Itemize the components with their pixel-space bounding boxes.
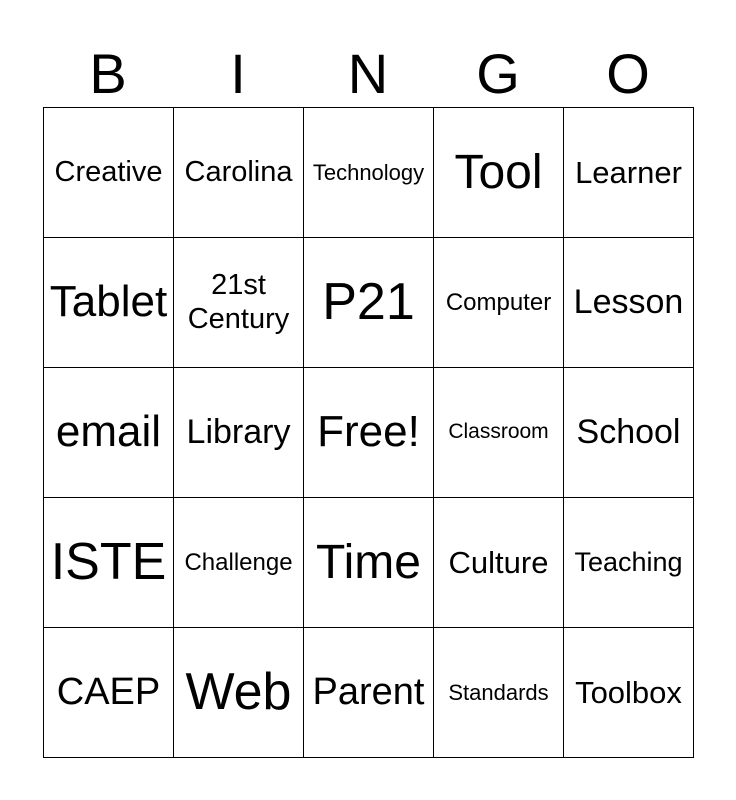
header-letter-n: N [347, 42, 389, 105]
bingo-cell: Tool [434, 108, 564, 238]
header-letter-i: I [230, 42, 246, 105]
bingo-cell: Culture [434, 498, 564, 628]
bingo-cell: Toolbox [564, 628, 694, 758]
bingo-cell: Teaching [564, 498, 694, 628]
bingo-cell: Parent [304, 628, 434, 758]
header-letter-b: B [89, 42, 127, 105]
header-letter-o: O [606, 42, 650, 105]
bingo-cell: Tablet [44, 238, 174, 368]
bingo-cell: Creative [44, 108, 174, 238]
bingo-cell: Free! [304, 368, 434, 498]
bingo-cell: email [44, 368, 174, 498]
bingo-cell: Lesson [564, 238, 694, 368]
bingo-cell: Library [174, 368, 304, 498]
bingo-cell: Classroom [434, 368, 564, 498]
bingo-cell: Technology [304, 108, 434, 238]
bingo-cell: Web [174, 628, 304, 758]
bingo-cell: Time [304, 498, 434, 628]
bingo-cell: Learner [564, 108, 694, 238]
bingo-cell: Computer [434, 238, 564, 368]
bingo-cell: 21st Century [174, 238, 304, 368]
bingo-cell: ISTE [44, 498, 174, 628]
header-letter-g: G [476, 42, 520, 105]
bingo-cell: P21 [304, 238, 434, 368]
bingo-cell: School [564, 368, 694, 498]
bingo-cell: Challenge [174, 498, 304, 628]
bingo-board [43, 107, 694, 758]
bingo-cell: CAEP [44, 628, 174, 758]
bingo-header [43, 40, 693, 108]
bingo-cell: Carolina [174, 108, 304, 238]
bingo-cell: Standards [434, 628, 564, 758]
